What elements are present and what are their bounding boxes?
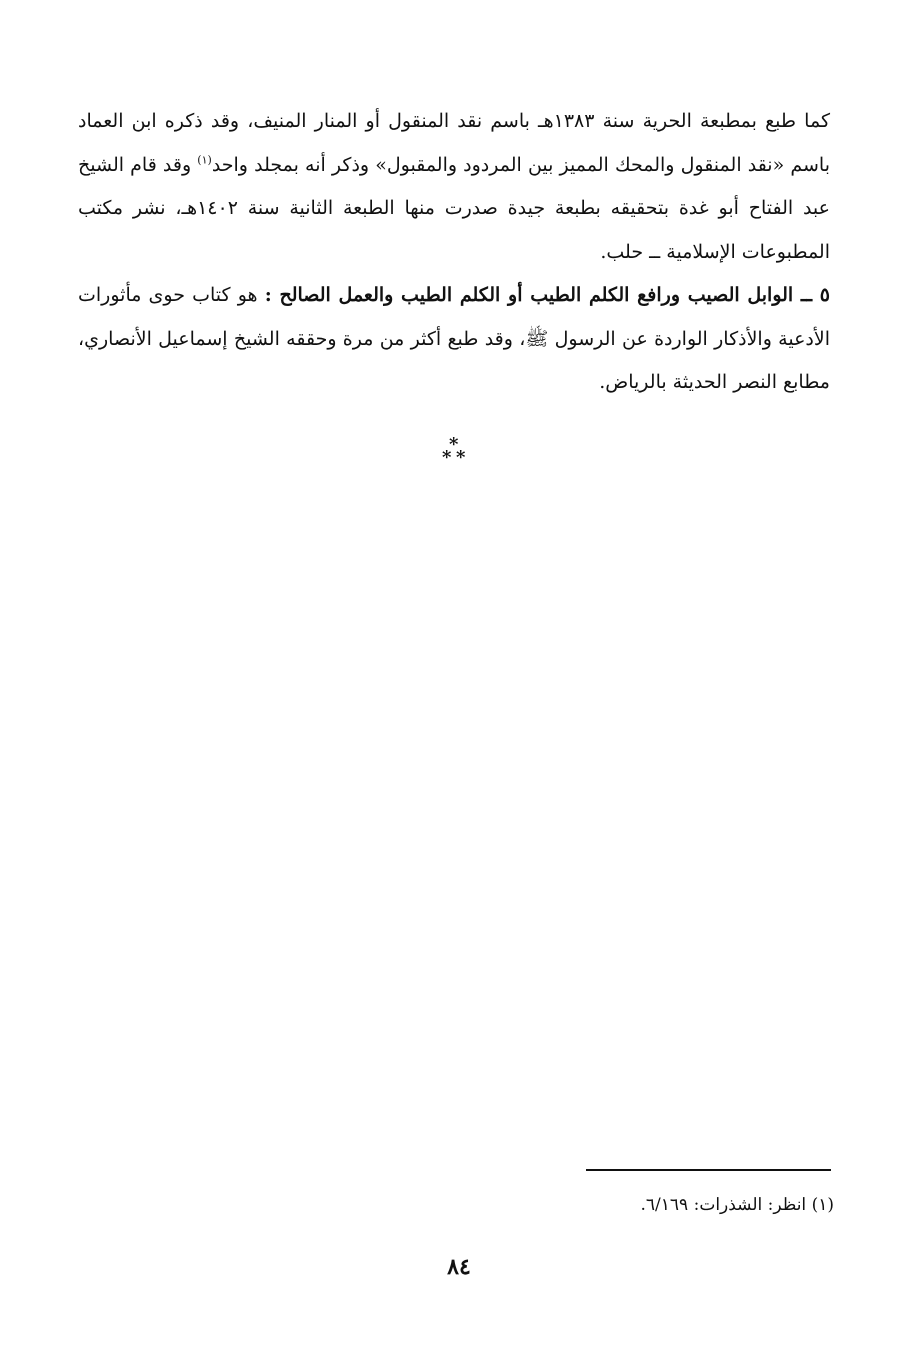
footnote-text: انظر: الشذرات: ٦/١٦٩.: [640, 1195, 807, 1215]
paragraph-2-text: وقد قام الشيخ عبد الفتاح أبو غدة بتحقيقه بطبعة جيدة صدرت منها الطبعة الثانية سنة ١٤٠٢هـ، نشر مكتب المطبوعات الإسلامية ــ حلب.: [78, 153, 830, 263]
list-item-5: [78, 274, 830, 405]
section-separator-asterisks: [440, 436, 470, 470]
asterisk-left: *: [442, 447, 452, 468]
asterisk-right: *: [456, 447, 466, 468]
item-5-title: ٥ ــ الوابل الصيب ورافع الكلم الطيب أو الكلم الطيب والعمل الصالح :: [264, 284, 830, 306]
item-5-description: هو كتاب حوى مأثورات الأدعية والأذكار الواردة عن الرسول ﷺ، وقد طبع أكثر من مرة وحققه الشيخ إسماعيل الأنصاري، مطابع النصر الحديثة بالرياض.: [78, 284, 830, 393]
paragraph-printing-history: [78, 100, 830, 274]
main-text: [78, 100, 830, 405]
asterisk-top: *: [449, 434, 459, 455]
paragraph-1-text: كما طبع بمطبعة الحرية سنة ١٣٨٣هـ باسم نقد المنقول أو المنار المنيف، وقد ذكره ابن العماد باسم «نقد المنقول والمحك المميز بين المردود والمقبول» وذكر أنه بمجلد واحد: [78, 110, 830, 176]
footnote-marker: (١): [811, 1195, 834, 1215]
footnote-divider: [586, 1169, 831, 1171]
page-number: ٨٤: [447, 1254, 471, 1280]
footnote-reference: (١): [197, 153, 212, 167]
footnote: [360, 1190, 834, 1220]
